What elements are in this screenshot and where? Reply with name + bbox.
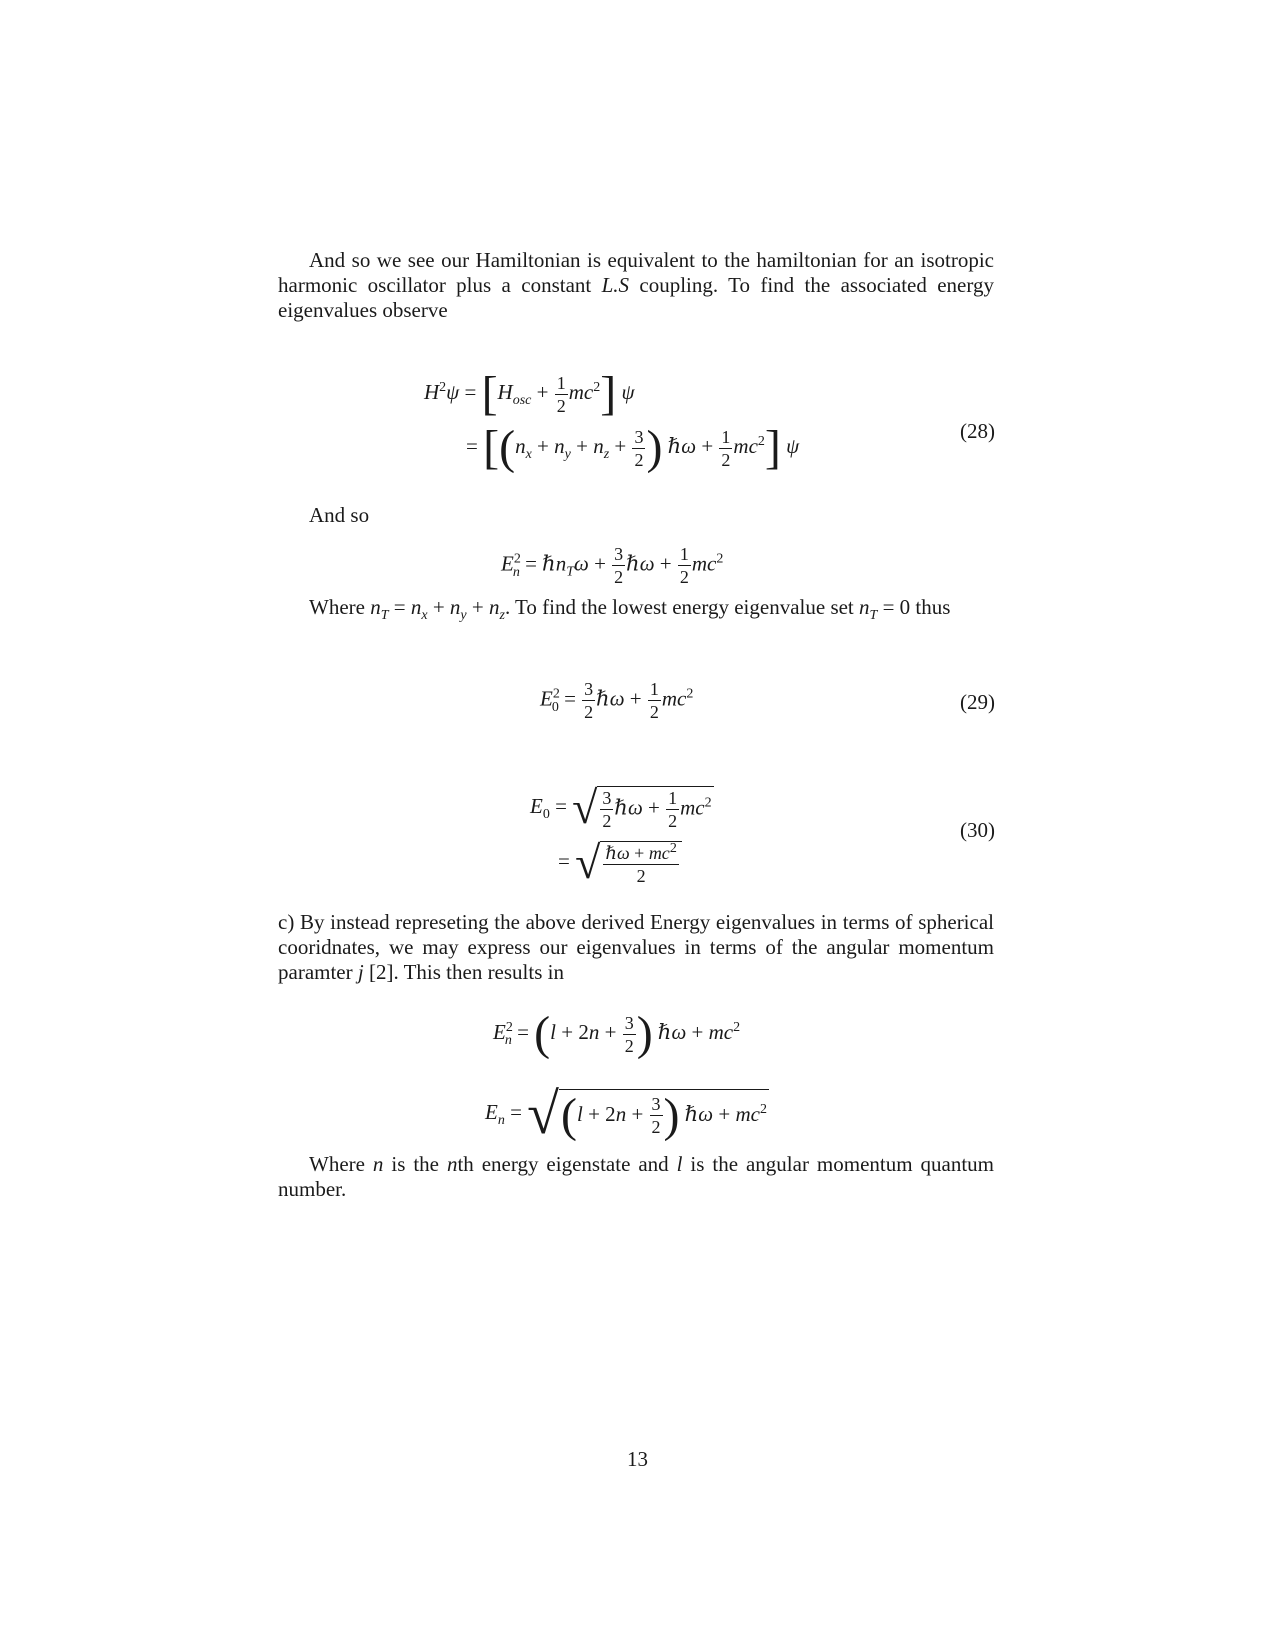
- equation-number-29: (29): [960, 690, 995, 714]
- paragraph-2: And so: [309, 503, 370, 527]
- paragraph-1: And so we see our Hamiltonian is equivalent to the hamiltonian for an isotropic harmonic oscillator plus a constant L.S coupling. To find the associated energy eigenvalues observe: [278, 248, 994, 322]
- equation-29: $E^2_0$ = $\frac{3}{2}$ ℏω + $\frac{1}{2}$ $mc^2$: [540, 679, 694, 722]
- equation-30-line-2: = √ $\frac{\hbar\omega + mc^2}{2}$: [558, 840, 682, 886]
- page-number: 13: [627, 1447, 648, 1471]
- equation-28-line-2: = [($n_x + n_y + n_z$ + $\frac{3}{2}$ ) ℏω + $\frac{1}{2}$ $mc^2$] ψ: [466, 421, 800, 474]
- equation-energy-spherical: $E_n = √(l + 2n$ + $\frac{3}{2}$ ) ℏω + $mc^2$: [485, 1081, 767, 1146]
- equation-number-28: (28): [960, 419, 995, 443]
- paragraph-3: Where $n_T = n_x + n_y + n_z$. To find the lowest energy eigenvalue set $n_T = 0$ thus: [309, 595, 951, 624]
- equation-number-30: (30): [960, 818, 995, 842]
- equation-30-line-1: $E_0$ = √ $\frac{3}{2}$ ℏω + $\frac{1}{2}$ $mc^2$: [530, 782, 712, 833]
- equation-energy-nt: $E^2_n$ = ℏn$_T$ω + $\frac{3}{2}$ ℏω + $\frac{1}{2}$ $mc^2$: [501, 544, 724, 587]
- equation-28-line-1: $H^2\psi = [H_{osc}$ + $\frac{1}{2}$ $mc^2$] ψ: [424, 367, 635, 420]
- equation-energy-spherical-squared: $E^2_n = (l + 2n$ + $\frac{3}{2}$ ) ℏω + $mc^2$: [493, 1007, 741, 1060]
- paragraph-4: c) By instead represeting the above derived Energy eigenvalues in terms of spherical cooridnates, we may express our eigenvalues in terms of the angular momentum paramter j [2]. This then results in: [278, 910, 994, 984]
- paragraph-5: Where n is the nth energy eigenstate and l is the angular momentum quantum number.: [278, 1152, 995, 1201]
